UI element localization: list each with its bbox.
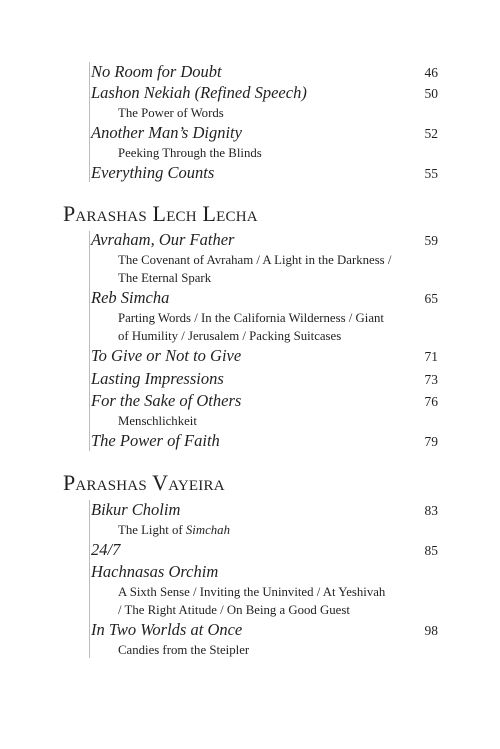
entry-subtitle: / The Right Atitude / On Being a Good Guest <box>118 603 350 617</box>
entry-title: Bikur Cholim <box>91 500 181 519</box>
toc-entry[interactable] <box>91 82 438 122</box>
entry-title: To Give or Not to Give <box>91 346 242 365</box>
entry-subtitle: Parting Words / In the California Wilderness / Giant <box>118 311 384 325</box>
entry-page-number: 50 <box>424 86 438 101</box>
entry-rule <box>89 500 90 658</box>
toc-entry[interactable] <box>91 390 438 430</box>
toc-entry[interactable] <box>91 430 438 452</box>
section-heading: Parashas Lech Lecha <box>63 201 258 226</box>
entry-page-number: 55 <box>424 166 438 181</box>
entry-title: Hachnasas Orchim <box>91 562 219 581</box>
entry-title: Lashon Nekiah (Refined Speech) <box>91 83 307 102</box>
entry-subtitle: of Humility / Jerusalem / Packing Suitcases <box>118 329 342 343</box>
toc-entry[interactable] <box>91 345 438 367</box>
entry-page-number: 65 <box>424 291 438 306</box>
entry-title: Lasting Impressions <box>91 369 224 388</box>
entry-title: Reb Simcha <box>91 288 170 307</box>
entry-page-number: 46 <box>424 65 438 80</box>
entry-page-number: 71 <box>424 349 438 364</box>
toc-entry[interactable] <box>91 61 438 83</box>
toc-entry[interactable] <box>91 619 438 659</box>
entry-title: No Room for Doubt <box>91 62 222 81</box>
entry-title: 24/7 <box>91 540 121 559</box>
toc-entry[interactable] <box>91 287 438 345</box>
entry-title: Avraham, Our Father <box>91 230 235 249</box>
section-heading: Parashas Vayeira <box>63 470 225 495</box>
entry-page-number: 76 <box>424 394 438 409</box>
entry-subtitle: The Covenant of Avraham / A Light in the Darkness / <box>118 253 392 267</box>
entry-page-number: 83 <box>424 503 438 518</box>
entry-page-number: 52 <box>424 126 438 141</box>
toc-entry[interactable] <box>91 368 438 390</box>
toc-entry[interactable] <box>91 499 438 539</box>
entry-title: In Two Worlds at Once <box>91 620 243 639</box>
entry-subtitle-text: The Light of <box>118 523 186 537</box>
toc-entry[interactable] <box>91 539 438 561</box>
entry-rule <box>89 231 90 451</box>
entry-page-number: 73 <box>424 372 438 387</box>
entry-page-number: 98 <box>424 623 438 638</box>
toc-entry[interactable] <box>91 122 438 162</box>
entry-page-number: 59 <box>424 233 438 248</box>
toc-entry[interactable] <box>91 229 438 287</box>
entry-subtitle-emphasis: Simchah <box>185 523 230 537</box>
entry-title: Everything Counts <box>91 163 215 182</box>
toc-entry[interactable] <box>91 162 438 184</box>
entry-subtitle: The Eternal Spark <box>118 271 212 285</box>
entry-subtitle: Menschlichkeit <box>118 414 197 428</box>
entry-title: Another Man’s Dignity <box>91 123 242 142</box>
entry-subtitle: Candies from the Steipler <box>118 643 250 657</box>
entry-title: The Power of Faith <box>91 431 220 450</box>
entry-subtitle: The Power of Words <box>118 106 224 120</box>
entry-page-number: 79 <box>424 434 438 449</box>
entry-subtitle: A Sixth Sense / Inviting the Uninvited / At Yeshivah <box>118 585 386 599</box>
toc-entry[interactable] <box>91 561 438 619</box>
entry-title: For the Sake of Others <box>91 391 242 410</box>
entry-subtitle: Peeking Through the Blinds <box>118 146 262 160</box>
entry-rule <box>89 62 90 182</box>
entry-page-number: 85 <box>424 543 438 558</box>
entry-subtitle <box>91 521 418 539</box>
